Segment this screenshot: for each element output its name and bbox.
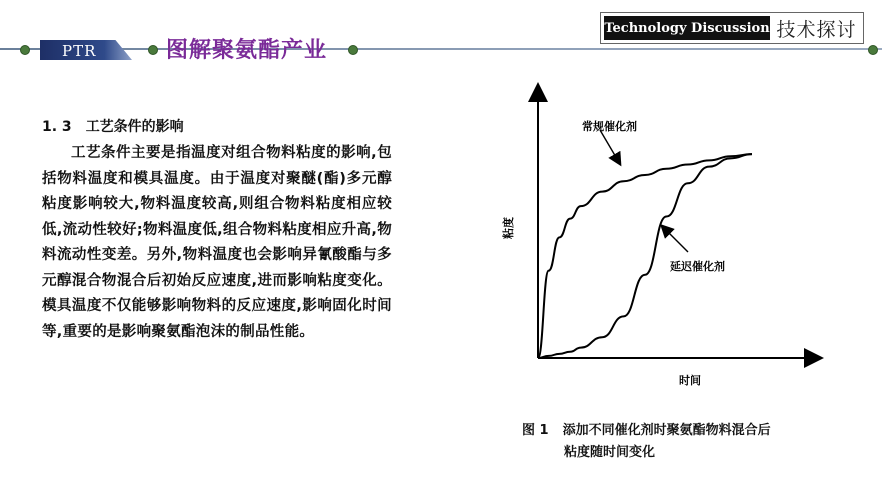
x-axis-label: 时间 bbox=[679, 374, 701, 387]
badge-chinese-label: 技术探讨 bbox=[776, 18, 857, 41]
header-divider-line bbox=[0, 48, 882, 50]
header-left-dot bbox=[20, 45, 30, 55]
chart-svg bbox=[502, 80, 840, 400]
series-label-delayed: 延迟催化剂 bbox=[670, 260, 725, 273]
header-middle-dot bbox=[148, 45, 158, 55]
section-heading bbox=[42, 116, 184, 136]
page-title: 图解聚氨酯产业 bbox=[166, 38, 328, 63]
section-tag: PTR bbox=[62, 42, 97, 60]
viscosity-chart bbox=[502, 80, 840, 400]
caption-line-2: 粘度随时间变化 bbox=[564, 445, 656, 460]
section-heading-text: 工艺条件的影响 bbox=[85, 119, 184, 135]
y-axis-label: 粘度 bbox=[502, 217, 515, 239]
figure-number: 图 1 bbox=[522, 423, 549, 438]
header-title-dot bbox=[348, 45, 358, 55]
series-label-pointer-regular bbox=[600, 130, 620, 164]
badge-english-label: Technology Discussion bbox=[604, 16, 770, 40]
column-badge bbox=[600, 12, 864, 44]
header-right-dot bbox=[868, 45, 878, 55]
figure-caption bbox=[522, 420, 771, 464]
section-number: 1. 3 bbox=[42, 119, 72, 135]
series-line-1 bbox=[538, 154, 752, 358]
series-label-regular: 常规催化剂 bbox=[582, 120, 637, 133]
series-label-pointer-delayed bbox=[662, 226, 688, 252]
series-line-0 bbox=[538, 154, 752, 358]
caption-line-1: 添加不同催化剂时聚氨酯物料混合后 bbox=[562, 423, 771, 438]
body-paragraph: 工艺条件主要是指温度对组合物料粘度的影响,包括物料温度和模具温度。由于温度对聚醚(酯)多元醇粘度影响较大,物料温度较高,则组合物料粘度相应较低,流动性较好;物料温度低,组合物料粘度相应升高,物料流动性变差。另外,物料温度也会影响异氰酸酯与多元醇混合物混合后初始反应速度,进而影响粘度变化。模具温度不仅能够影响物料的反应速度,影响固化时间等,重要的是影响聚氨酯泡沫的制品性能。 bbox=[42, 145, 392, 340]
